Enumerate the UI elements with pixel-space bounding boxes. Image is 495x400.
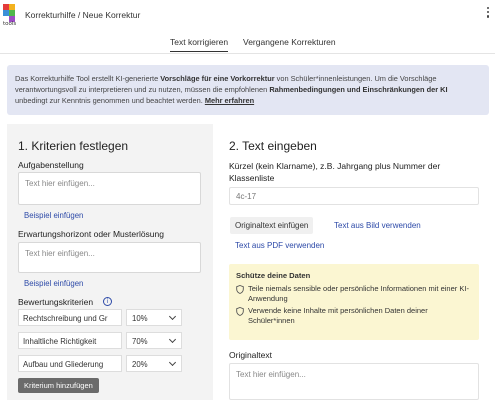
chevron-down-icon — [169, 313, 176, 320]
kebab-menu-icon[interactable] — [486, 7, 490, 21]
shield-icon — [236, 307, 244, 316]
example-link-horizon[interactable]: Beispiel einfügen — [24, 279, 84, 288]
tab-vergangene-korrekturen[interactable]: Vergangene Korrekturen — [243, 37, 336, 47]
criterion-name-input[interactable]: Rechtschreibung und Gr — [18, 309, 122, 326]
info-banner — [7, 65, 489, 115]
info-text-2: von Schüler*innenleistungen. Um die Vorschläge verantwortungsvoll zu interpretieren und zu nutzen, müssen die empfohlenen — [15, 74, 437, 94]
original-text-label: Originaltext — [229, 350, 272, 360]
notice-item-text: Teile niemals sensible oder persönliche Informationen mit einer KI-Anwendung — [248, 284, 469, 303]
info-bold-2: Rahmenbedingungen und Einschränkungen der KI — [269, 85, 448, 94]
tab-text-aus-bild[interactable]: Text aus Bild verwenden — [334, 221, 421, 230]
logo-text: tools — [3, 21, 17, 27]
info-text-3: unbedingt zur Kenntnis genommen und beachtet werden. — [15, 96, 205, 105]
notice-item-text: Verwende keine Inhalte mit persönlichen Daten deiner Schüler*innen — [248, 306, 428, 325]
info-icon[interactable]: i — [103, 297, 112, 306]
tab-originaltext-einfuegen[interactable]: Originaltext einfügen — [230, 217, 313, 234]
criterion-weight-select[interactable] — [126, 309, 182, 326]
student-id-input[interactable]: 4c-17 — [229, 187, 479, 205]
info-text-1: Das Korrekturhilfe Tool erstellt KI-generierte — [15, 74, 161, 83]
task-label: Aufgabenstellung — [18, 160, 84, 170]
criterion-weight-select[interactable] — [126, 332, 182, 349]
tab-text-aus-pdf[interactable]: Text aus PDF verwenden — [235, 241, 325, 250]
criterion-name-input[interactable]: Aufbau und Gliederung — [18, 355, 122, 372]
shield-icon — [236, 285, 244, 294]
id-label: Kürzel (kein Klarname), z.B. Jahrgang plus Nummer der Klassenliste — [229, 161, 441, 183]
data-protection-notice — [229, 264, 479, 340]
original-text-textarea[interactable]: Text hier einfügen... — [229, 363, 479, 400]
task-textarea[interactable]: Text hier einfügen... — [18, 172, 201, 205]
notice-item — [236, 284, 472, 304]
notice-item — [236, 306, 472, 326]
criterion-weight-select[interactable] — [126, 355, 182, 372]
horizon-label: Erwartungshorizont oder Musterlösung — [18, 229, 164, 239]
criterion-weight-value: 20% — [132, 360, 148, 369]
tab-text-korrigieren[interactable]: Text korrigieren — [170, 37, 228, 52]
chevron-down-icon — [169, 336, 176, 343]
criteria-heading: 1. Kriterien festlegen — [18, 139, 129, 153]
criterion-name-input[interactable]: Inhaltliche Richtigkeit — [18, 332, 122, 349]
tab-bar — [0, 32, 495, 54]
notice-title: Schütze deine Daten — [236, 271, 311, 280]
criteria-label: Bewertungskriterien — [18, 297, 94, 307]
info-bold-1: Vorschläge für eine Vorkorrektur — [160, 74, 275, 83]
logo-icon[interactable] — [3, 4, 19, 28]
breadcrumb: Korrekturhilfe / Neue Korrektur — [25, 10, 141, 20]
chevron-down-icon — [169, 359, 176, 366]
add-criterion-button[interactable]: Kriterium hinzufügen — [18, 378, 99, 393]
example-link-task[interactable]: Beispiel einfügen — [24, 211, 84, 220]
horizon-textarea[interactable]: Text hier einfügen... — [18, 242, 201, 273]
text-heading: 2. Text eingeben — [229, 139, 317, 153]
criterion-weight-value: 10% — [132, 314, 148, 323]
top-bar — [0, 0, 495, 32]
mehr-erfahren-link[interactable]: Mehr erfahren — [204, 96, 255, 105]
criterion-weight-value: 70% — [132, 337, 148, 346]
